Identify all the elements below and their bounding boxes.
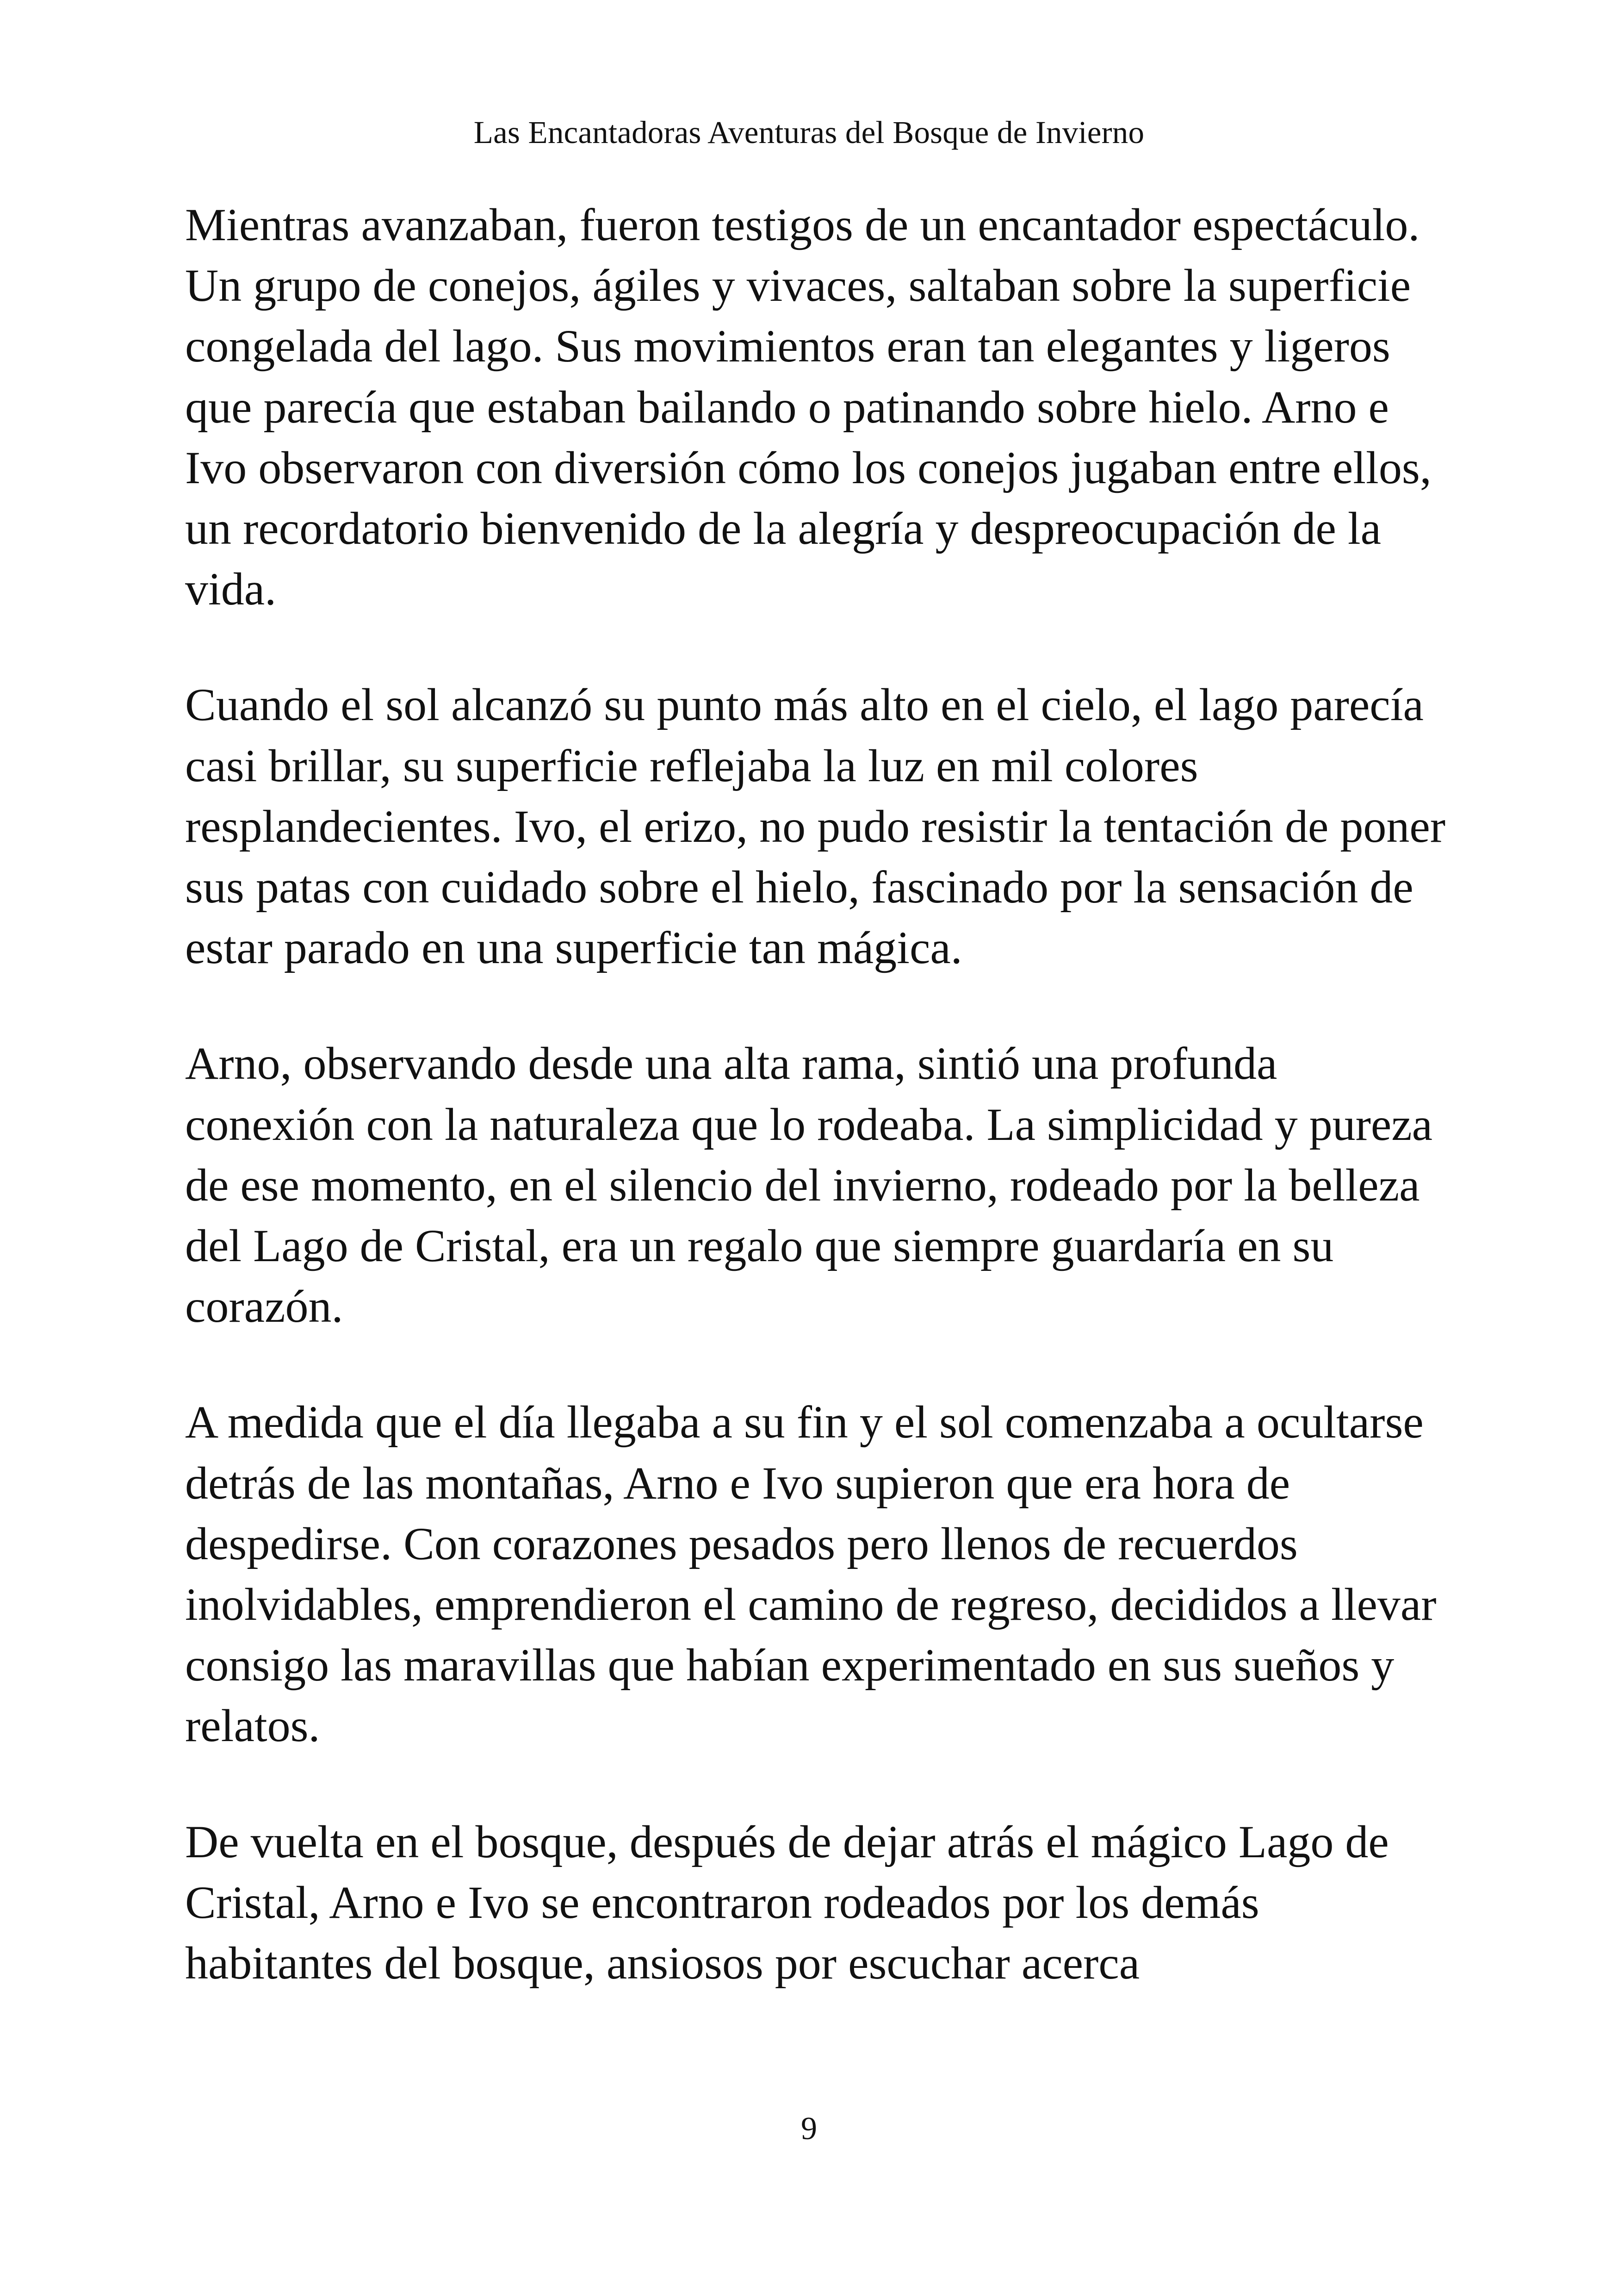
paragraph-lake-shining: Cuando el sol alcanzó su punto más alto en el cielo, el lago parecía casi brillar, su superficie reflejaba la luz en mil colores resplandecientes. Ivo, el erizo, no pudo resistir la tentación de poner sus patas con cuidado sobre el hielo, fascinado por la sensación de estar parado en una superficie tan mágica. xyxy=(185,679,1446,974)
paragraph-arno-on-branch: Arno, observando desde una alta rama, sintió una profunda conexión con la naturaleza que lo rodeaba. La simplicidad y pureza de ese momento, en el silencio del invierno, rodeado por la belleza del Lago de Cristal, era un regalo que siempre guardaría en su corazón. xyxy=(185,1038,1433,1332)
paragraph-back-in-forest: De vuelta en el bosque, después de dejar atrás el mágico Lago de Cristal, Arno e Ivo se encontraron rodeados por los demás habitantes del bosque, ansiosos por escuchar acerca xyxy=(185,1816,1389,1989)
paragraph-rabbits-on-lake: Mientras avanzaban, fueron testigos de un encantador espectáculo. Un grupo de conejos, ágiles y vivaces, saltaban sobre la superficie congelada del lago. Sus movimientos eran tan elegantes y ligeros que parecía que estaban bailando o patinando sobre hielo. Arno e Ivo observaron con diversión cómo los conejos jugaban entre ellos, un recordatorio bienvenido de la alegría y despreocupación de la vida. xyxy=(185,199,1432,615)
page-number: 9 xyxy=(801,2111,817,2147)
paragraph-day-ending: A medida que el día llegaba a su fin y el sol comenzaba a ocultarse detrás de las montañas, Arno e Ivo supieron que era hora de despedirse. Con corazones pesados pero llenos de recuerdos inolvidables, emprendieron el camino de regreso, decididos a llevar consigo las maravillas que habían experimentado en sus sueños y relatos. xyxy=(185,1396,1437,1752)
body-text xyxy=(185,194,1453,2048)
running-header: Las Encantadoras Aventuras del Bosque de Invierno xyxy=(473,115,1145,150)
